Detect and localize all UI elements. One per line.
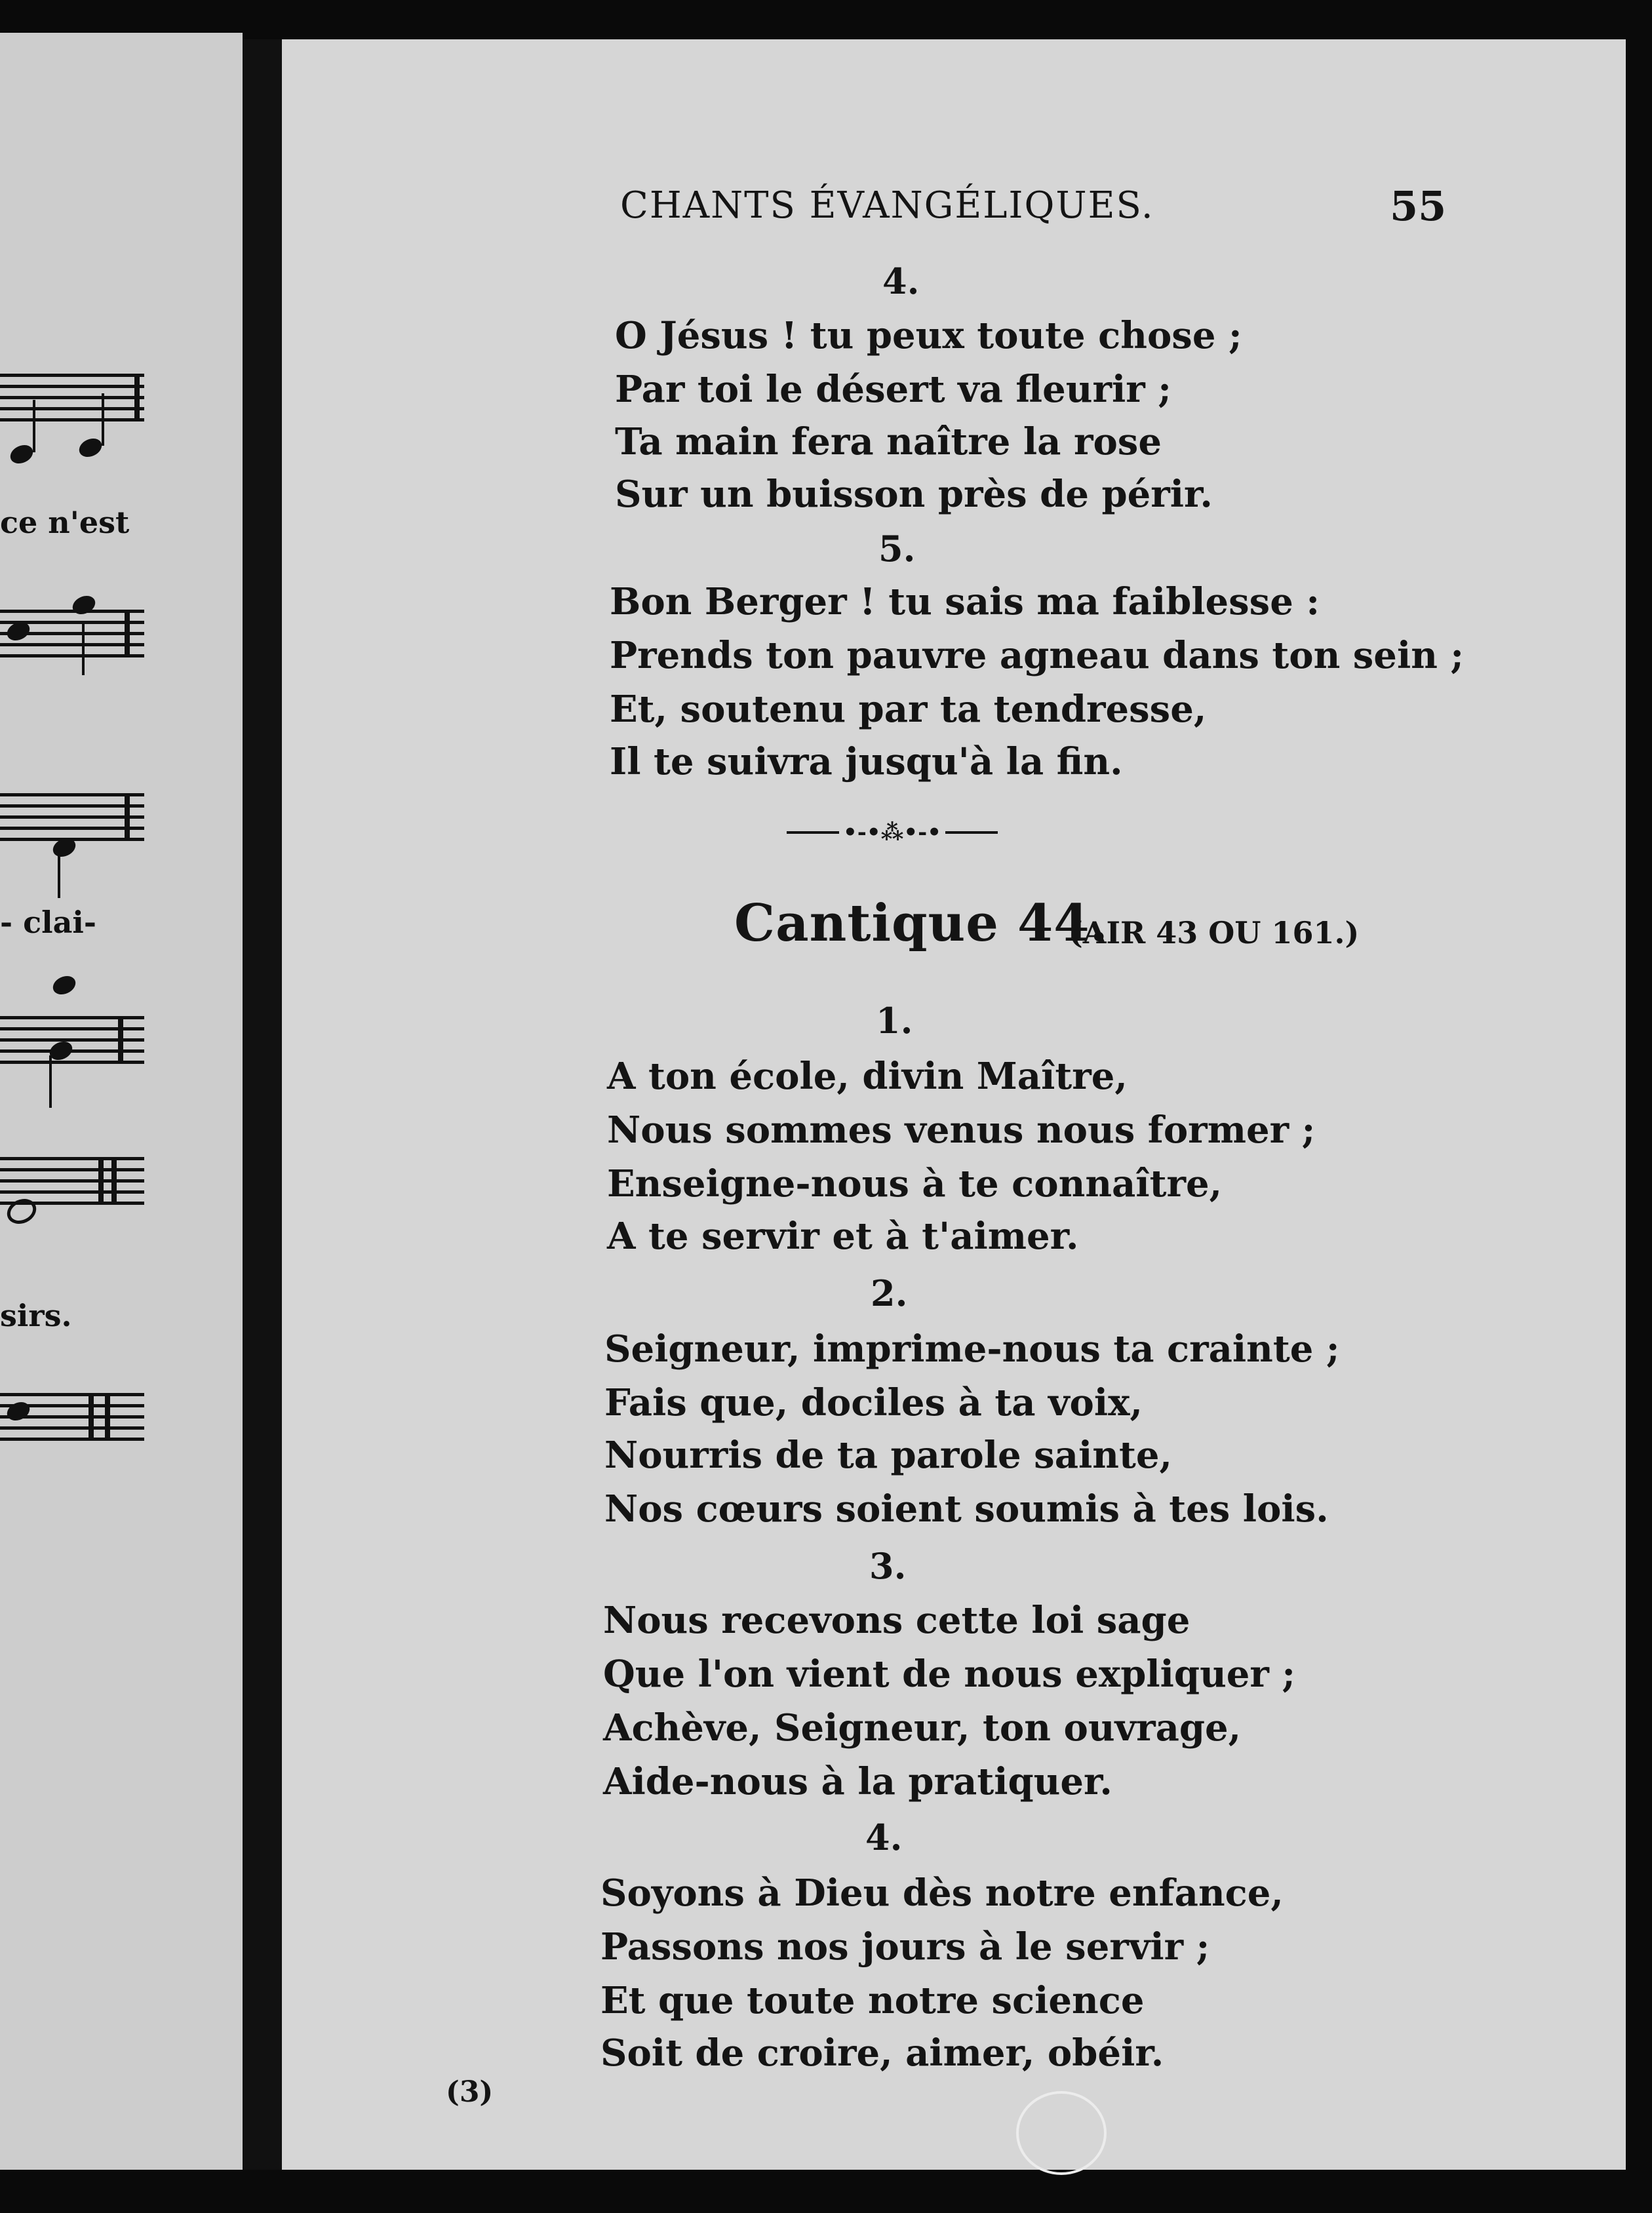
verse-line: Aide-nous à la pratiquer.: [603, 1760, 1112, 1803]
cantique-title: Cantique 44.: [734, 893, 1109, 953]
music-staff: [0, 374, 144, 429]
stanza-number: 1.: [876, 1000, 913, 1042]
verse-line: Que l'on vient de nous expliquer ;: [603, 1653, 1296, 1696]
signature-mark: (3): [446, 2075, 494, 2109]
stanza-number: 4.: [882, 260, 920, 302]
music-barline: [125, 793, 130, 839]
music-stem: [58, 846, 60, 898]
left-lyric: ce n'est: [0, 505, 130, 540]
verse-line: A te servir et à t'aimer.: [607, 1215, 1079, 1258]
stanza-number: 2.: [871, 1272, 908, 1314]
music-barline: [111, 1157, 117, 1203]
music-stem: [82, 623, 85, 675]
page-number: 55: [1390, 182, 1447, 230]
stanza-number: 4.: [865, 1816, 903, 1858]
verse-line: Nos cœurs soient soumis à tes lois.: [604, 1487, 1329, 1531]
music-barline: [118, 1016, 123, 1062]
verse-line: O Jésus ! tu peux toute chose ;: [615, 314, 1242, 357]
verse-line: Sur un buisson près de périr.: [615, 473, 1213, 516]
verse-line: Et, soutenu par ta tendresse,: [610, 688, 1207, 731]
verse-line: Il te suivra jusqu'à la fin.: [610, 740, 1123, 783]
paper-blemish: [1016, 2091, 1107, 2175]
stanza-number: 3.: [869, 1545, 907, 1587]
verse-line: Nourris de ta parole sainte,: [604, 1434, 1172, 1477]
verse-line: Bon Berger ! tu sais ma faiblesse :: [610, 580, 1320, 623]
music-barline: [88, 1393, 94, 1439]
music-note: [50, 973, 79, 998]
verse-line: Enseigne-nous à te connaître,: [607, 1162, 1223, 1205]
running-head: CHANTS ÉVANGÉLIQUES.: [620, 184, 1154, 227]
verse-line: Soyons à Dieu dès notre enfance,: [600, 1871, 1284, 1915]
verse-line: Et que toute notre science: [600, 1979, 1145, 2022]
verse-line: Nous recevons cette loi sage: [603, 1599, 1190, 1642]
left-facing-page: [0, 33, 243, 2170]
section-ornament: [787, 819, 998, 846]
music-barline: [134, 374, 140, 420]
music-note: [76, 435, 105, 461]
verse-line: Par toi le désert va fleurir ;: [615, 368, 1171, 411]
verse-line: Achève, Seigneur, ton ouvrage,: [603, 1706, 1242, 1750]
music-barline: [125, 610, 130, 656]
music-stem: [33, 400, 35, 452]
music-barline: [105, 1393, 110, 1439]
verse-line: Nous sommes venus nous former ;: [607, 1108, 1316, 1152]
verse-line: Fais que, dociles à ta voix,: [604, 1381, 1143, 1424]
verse-line: Ta main fera naître la rose: [615, 420, 1162, 463]
verse-line: Prends ton pauvre agneau dans ton sein ;: [610, 634, 1465, 677]
book-gutter: [243, 39, 282, 2170]
verse-line: Soit de croire, aimer, obéir.: [600, 2031, 1164, 2075]
verse-line: Seigneur, imprime-nous ta crainte ;: [604, 1327, 1340, 1371]
verse-line: A ton école, divin Maître,: [607, 1055, 1128, 1098]
music-stem: [102, 393, 104, 446]
right-page: [282, 39, 1626, 2170]
verse-line: Passons nos jours à le servir ;: [600, 1925, 1210, 1968]
ornament-glyph: •-•⁂•-•: [843, 819, 941, 846]
air-reference: (AIR 43 OU 161.): [1069, 915, 1360, 950]
music-barline: [98, 1157, 104, 1203]
music-stem: [49, 1055, 52, 1108]
left-lyric: - clai-: [0, 905, 96, 940]
stanza-number: 5.: [878, 528, 916, 570]
left-lyric: sirs.: [0, 1298, 72, 1333]
music-note: [7, 442, 36, 467]
